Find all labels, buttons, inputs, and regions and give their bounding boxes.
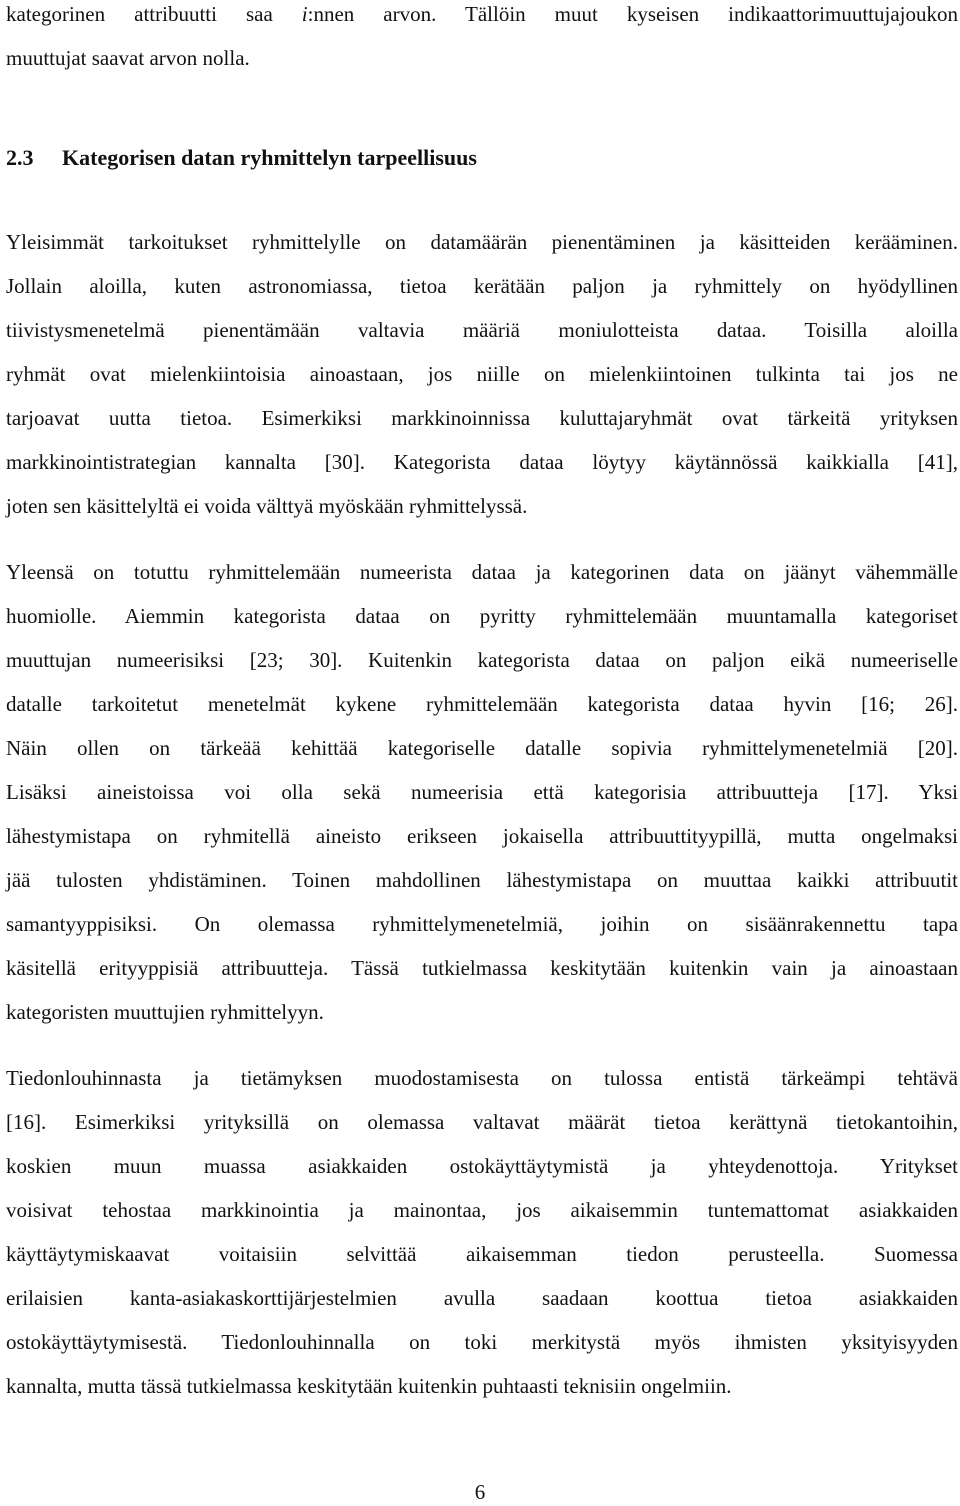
paragraph-line: samantyyppisiksi. On olemassa ryhmittelymenetelmiä, joihin on sisäänrakennettu tapa xyxy=(6,912,958,936)
paragraph-line: joten sen käsittelyltä ei voida välttyä myöskään ryhmittelyssä. xyxy=(6,494,528,518)
paragraph-line: käsitellä erityyppisiä attribuutteja. Tässä tutkielmassa keskitytään kuitenkin vain ja ainoastaan xyxy=(6,956,958,980)
paragraph-line: Näin ollen on tärkeää kehittää kategoriselle datalle sopivia ryhmittelymenetelmiä [20]. xyxy=(6,736,958,760)
paragraph-line: Tiedonlouhinnasta ja tietämyksen muodostamisesta on tulossa entistä tärkeämpi tehtävä xyxy=(6,1066,958,1090)
paragraph-line: ryhmät ovat mielenkiintoisia ainoastaan, jos niille on mielenkiintoinen tulkinta tai jos ne xyxy=(6,362,958,386)
intro-line-1: kategorinen attribuutti saa i:nnen arvon. Tällöin muut kyseisen indikaattorimuuttujajoukon xyxy=(6,2,958,26)
paragraph-line: ostokäyttäytymisestä. Tiedonlouhinnalla on toki merkitystä myös ihmisten yksityisyyden xyxy=(6,1330,958,1354)
paragraph-line: kategoristen muuttujien ryhmittelyyn. xyxy=(6,1000,324,1024)
paragraph-line: erilaisien kanta-asiakaskorttijärjestelmien avulla saadaan koottua tietoa asiakkaiden xyxy=(6,1286,958,1310)
section-heading xyxy=(6,144,477,172)
paragraph-line: Lisäksi aineistoissa voi olla sekä numeerisia että kategorisia attribuutteja [17]. Yksi xyxy=(6,780,958,804)
intro-line-2: muuttujat saavat arvon nolla. xyxy=(6,46,250,70)
paragraph-line: voisivat tehostaa markkinointia ja mainontaa, jos aikaisemmin tuntemattomat asiakkaiden xyxy=(6,1198,958,1222)
paragraph-line: kannalta, mutta tässä tutkielmassa keskitytään kuitenkin puhtaasti teknisiin ongelmiin. xyxy=(6,1374,732,1398)
paragraph-line: datalle tarkoitetut menetelmät kykene ryhmittelemään kategorista dataa hyvin [16; 26]. xyxy=(6,692,958,716)
paragraph-line: [16]. Esimerkiksi yrityksillä on olemassa valtavat määrät tietoa kerättynä tietokantoihin, xyxy=(6,1110,958,1134)
page-number: 6 xyxy=(474,1480,486,1504)
math-variable-i: i xyxy=(301,2,308,26)
paragraph-line: tiivistysmenetelmä pienentämään valtavia määriä moniulotteista dataa. Toisilla aloilla xyxy=(6,318,958,342)
paragraph-line: Yleensä on totuttu ryhmittelemään numeerista dataa ja kategorinen data on jäänyt vähemmälle xyxy=(6,560,958,584)
section-title: Kategorisen datan ryhmittelyn tarpeellisuus xyxy=(62,145,477,170)
paragraph-line: huomiolle. Aiemmin kategorista dataa on pyritty ryhmittelemään muuntamalla kategoriset xyxy=(6,604,958,628)
paragraph-line: koskien muun muassa asiakkaiden ostokäyttäytymistä ja yhteydenottoja. Yritykset xyxy=(6,1154,958,1178)
paragraph-line: markkinointistrategian kannalta [30]. Kategorista dataa löytyy käytännössä kaikkialla [41], xyxy=(6,450,958,474)
paragraph-line: Jollain aloilla, kuten astronomiassa, tietoa kerätään paljon ja ryhmittely on hyödyllinen xyxy=(6,274,958,298)
paragraph-line: Yleisimmät tarkoitukset ryhmittelylle on datamäärän pienentäminen ja käsitteiden kerääminen. xyxy=(6,230,958,254)
paragraph-line: muuttujan numeerisiksi [23; 30]. Kuitenkin kategorista dataa on paljon eikä numeeriselle xyxy=(6,648,958,672)
paragraph-line: tarjoavat uutta tietoa. Esimerkiksi markkinoinnissa kuluttajaryhmät ovat tärkeitä yrityksen xyxy=(6,406,958,430)
paragraph-line: jää tulosten yhdistäminen. Toinen mahdollinen lähestymistapa on muuttaa kaikki attribuutit xyxy=(6,868,958,892)
paragraph-line: lähestymistapa on ryhmitellä aineisto erikseen jokaisella attribuuttityypillä, mutta ongelmaksi xyxy=(6,824,958,848)
section-number: 2.3 xyxy=(6,145,34,170)
paragraph-line: käyttäytymiskaavat voitaisiin selvittää aikaisemman tiedon perusteella. Suomessa xyxy=(6,1242,958,1266)
